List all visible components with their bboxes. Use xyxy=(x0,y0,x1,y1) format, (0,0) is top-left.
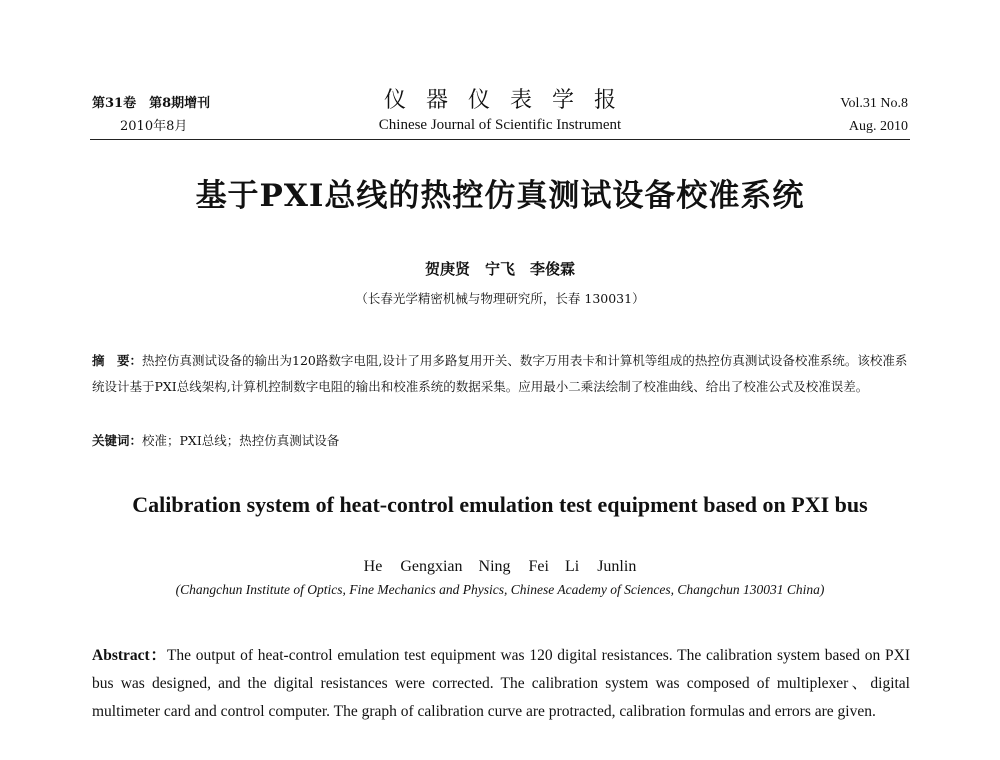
abstract-label-en: Abstract： xyxy=(92,647,167,664)
authors-en: He Gengxian Ning Fei Li Junlin xyxy=(363,558,637,575)
header-rule xyxy=(90,139,910,140)
abstract-label-cn: 摘 要： xyxy=(92,353,143,368)
date-en: Aug. 2010 xyxy=(848,119,908,134)
keywords-label-cn: 关键词： xyxy=(92,433,143,448)
abstract-text-en: The output of heat-control emulation test equipment was 120 digital resistances. The calibration system based on PXI bus was designed, and the digital resistances were corrected. The calibration system was composed of multiplexer、digital multimeter card and control computer. The graph of calibration curve are protracted, calibration formulas and errors are given. xyxy=(92,647,910,720)
affiliation-cn: （长春光学精密机械与物理研究所，长春 130031） xyxy=(355,291,645,306)
date-cn: 2010年8月 xyxy=(120,119,188,134)
affiliation-en: (Changchun Institute of Optics, Fine Mechanics and Physics, Chinese Academy of Sciences, Changchun 130031 China) xyxy=(175,582,825,597)
volume-issue-cn: 第31卷 第8期增刊 xyxy=(92,96,211,111)
volume-issue-en: Vol.31 No.8 xyxy=(840,96,908,111)
header-left xyxy=(92,92,210,138)
paper-title-en: Calibration system of heat-control emulation test equipment based on PXI bus xyxy=(132,492,868,517)
abstract-cn xyxy=(92,348,912,400)
journal-name-en: Chinese Journal of Scientific Instrument xyxy=(378,117,622,133)
header-center xyxy=(300,88,700,136)
authors-cn: 贺庚贤 宁飞 李俊霖 xyxy=(424,260,575,278)
keywords-cn xyxy=(92,431,912,451)
paper-title-cn: 基于PXI总线的热控仿真测试设备校准系统 xyxy=(195,178,805,214)
journal-name-cn: 仪器仪表学报 xyxy=(383,88,636,113)
abstract-text-cn: 热控仿真测试设备的输出为120路数字电阻,设计了用多路复用开关、数字万用表卡和计算机等组成的热控仿真测试设备校准系统。该校准系统设计基于PXI总线架构,计算机控制数字电阻的输出和校准系统的数据采集。应用最小二乘法绘制了校准曲线、给出了校准公式及校准误差。 xyxy=(92,353,908,394)
keywords-text-cn: 校准；PXI总线；热控仿真测试设备 xyxy=(142,433,340,448)
abstract-en xyxy=(92,642,910,726)
header-right xyxy=(840,92,908,138)
